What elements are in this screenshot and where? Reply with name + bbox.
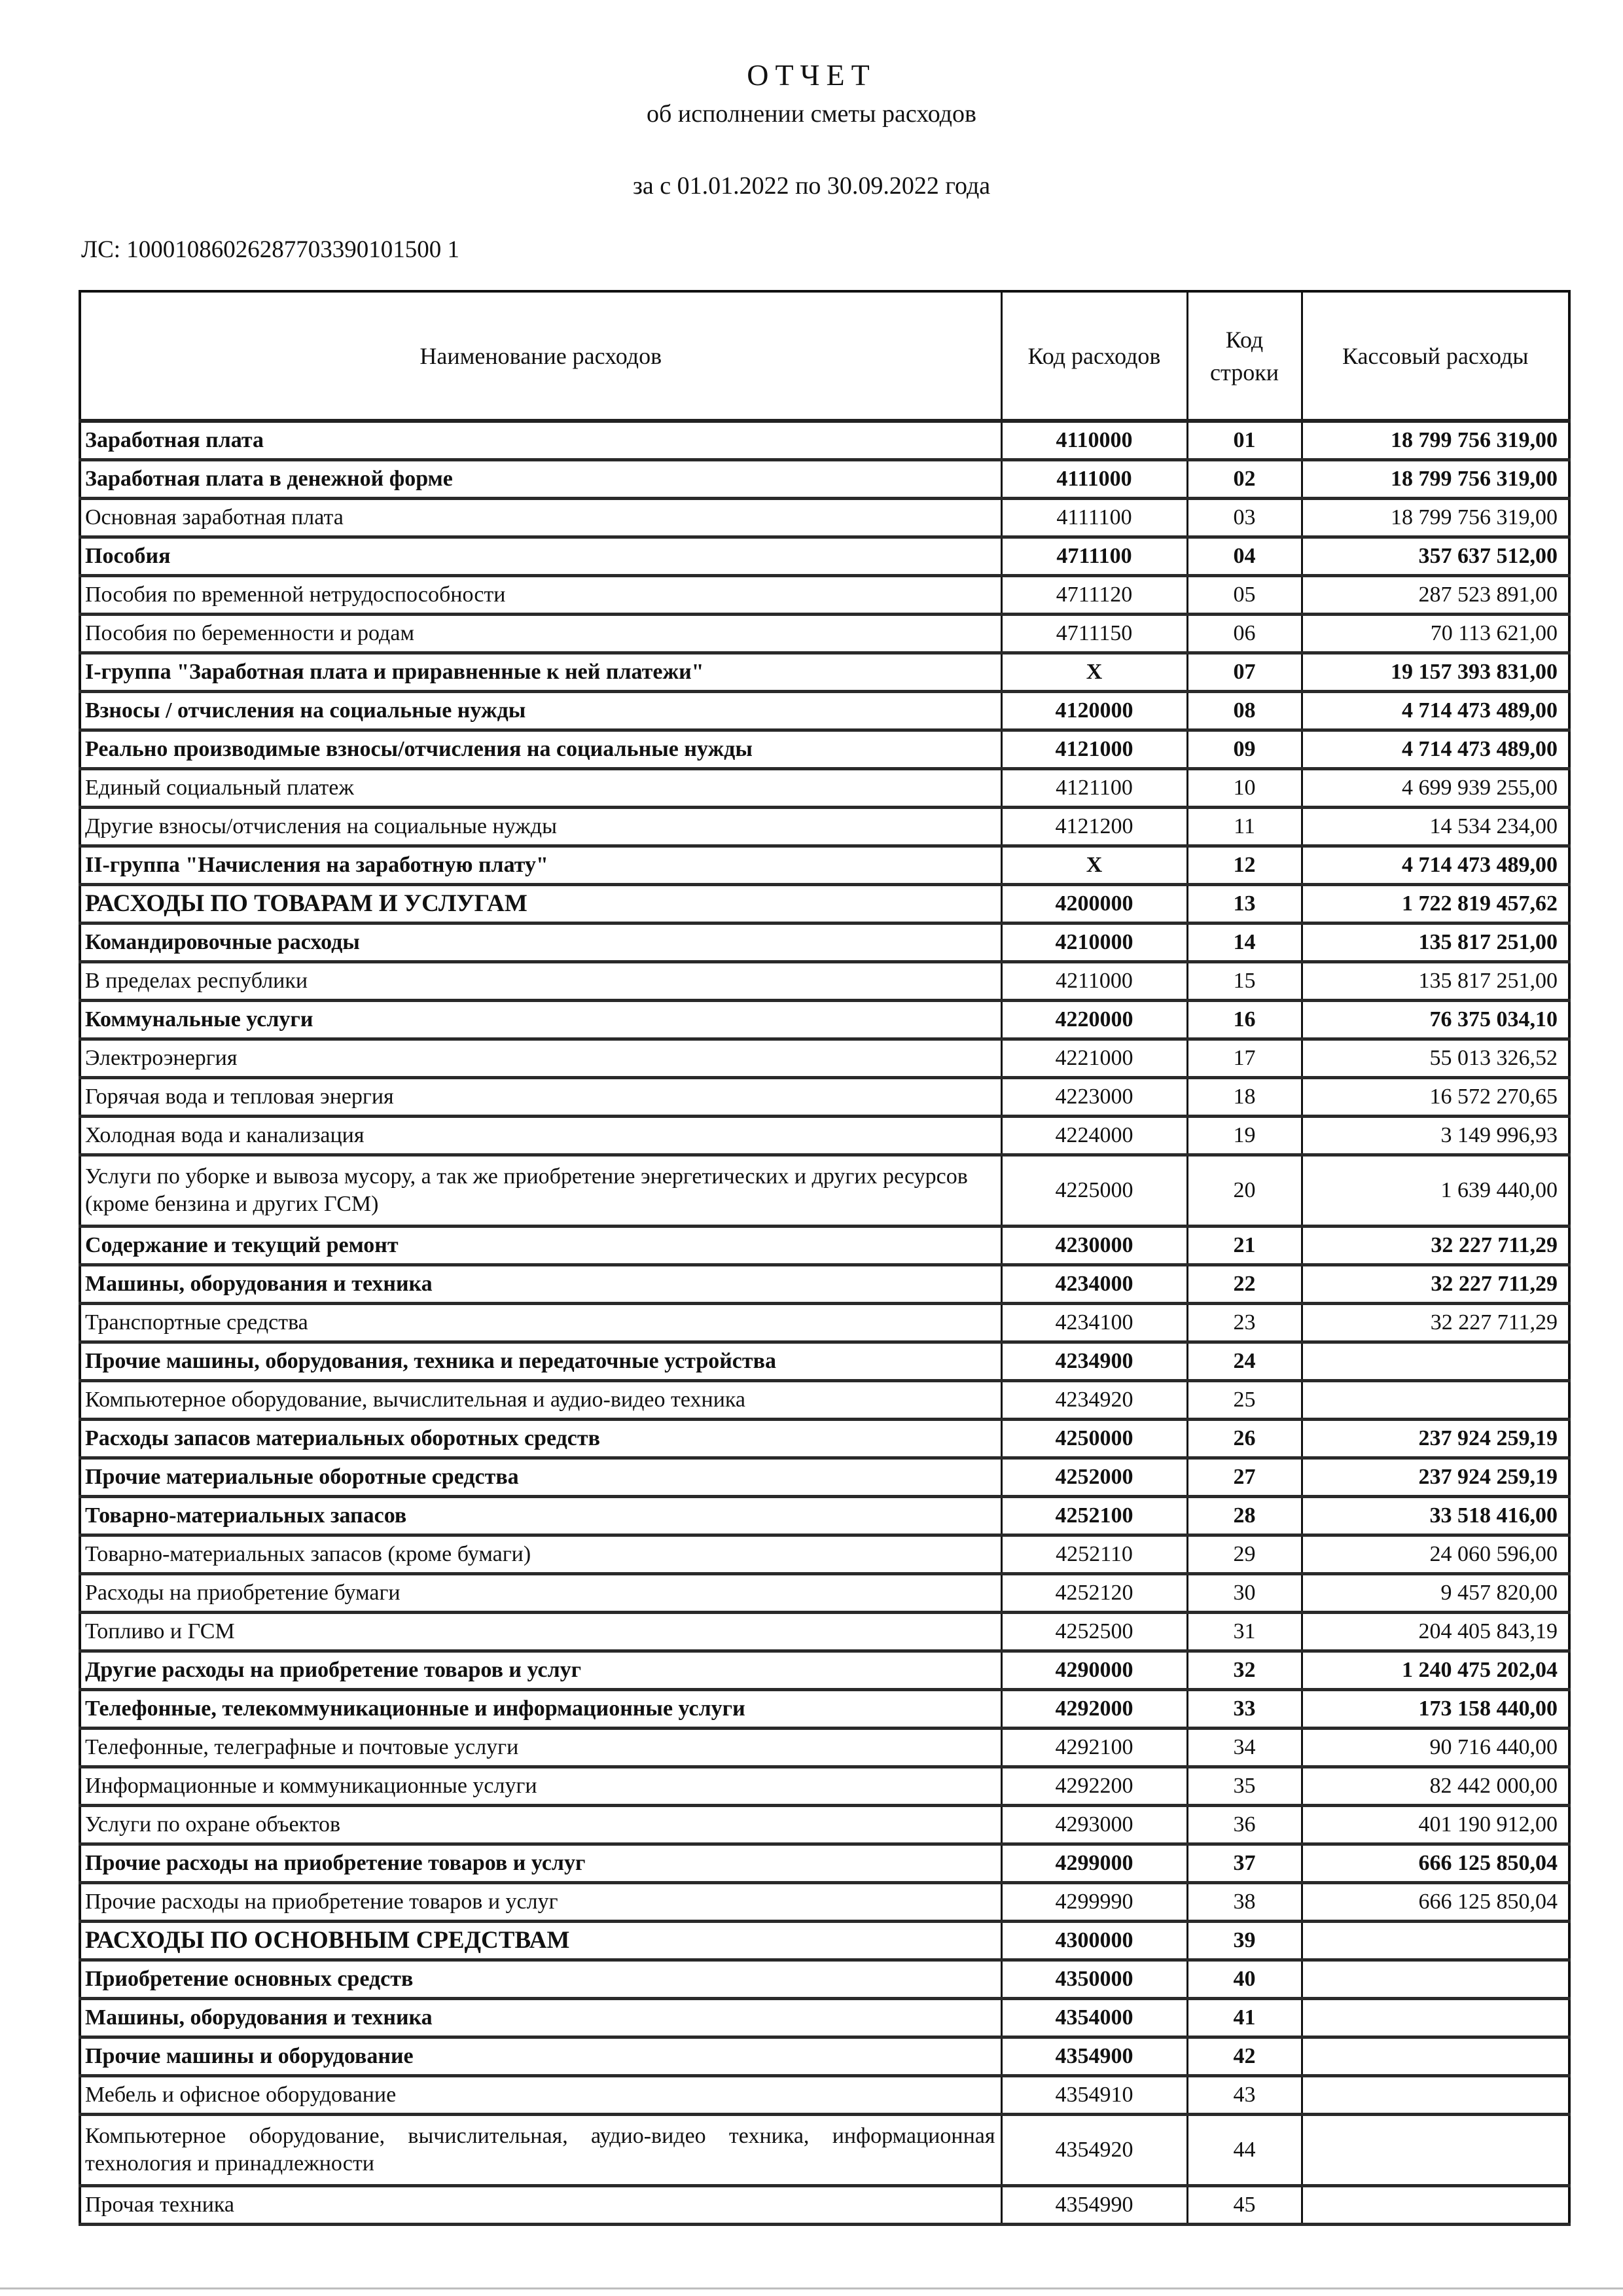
cash-expense-amount: 70 113 621,00 [1302, 615, 1569, 653]
line-code: 43 [1187, 2076, 1302, 2115]
expense-name: I-группа "Заработная плата и приравненные к ней платежи" [80, 653, 1001, 692]
line-code: 25 [1187, 1381, 1302, 1420]
expense-code: 4234900 [1001, 1342, 1187, 1381]
expense-name: Командировочные расходы [80, 924, 1001, 962]
expense-code: 4223000 [1001, 1078, 1187, 1117]
expense-code: 4354000 [1001, 1999, 1187, 2037]
table-row [80, 1342, 1569, 1381]
expense-code: 4211000 [1001, 962, 1187, 1001]
cash-expense-amount: 204 405 843,19 [1302, 1613, 1569, 1651]
line-code: 26 [1187, 1420, 1302, 1458]
report-period: за с 01.01.2022 по 30.09.2022 года [632, 172, 991, 200]
line-code: 01 [1187, 421, 1302, 460]
line-code: 17 [1187, 1039, 1302, 1078]
table-row [80, 537, 1569, 576]
cash-expense-amount: 4 714 473 489,00 [1302, 730, 1569, 769]
table-row [80, 962, 1569, 1001]
line-code: 35 [1187, 1767, 1302, 1806]
cash-expense-amount [1302, 1381, 1569, 1420]
expense-code: 4299000 [1001, 1844, 1187, 1883]
table-row [80, 1883, 1569, 1922]
cash-expense-amount: 24 060 596,00 [1302, 1535, 1569, 1574]
report-title: ОТЧЕТ [747, 58, 876, 92]
cash-expense-amount [1302, 1922, 1569, 1960]
expense-code: X [1001, 846, 1187, 885]
expense-code: 4354910 [1001, 2076, 1187, 2115]
cash-expense-amount: 32 227 711,29 [1302, 1304, 1569, 1342]
expense-code: 4252120 [1001, 1574, 1187, 1613]
cash-expense-amount: 32 227 711,29 [1302, 1265, 1569, 1304]
line-code: 10 [1187, 769, 1302, 808]
cash-expense-amount: 135 817 251,00 [1302, 962, 1569, 1001]
expense-name: Прочие машины и оборудование [80, 2037, 1001, 2076]
cash-expense-amount: 18 799 756 319,00 [1302, 460, 1569, 499]
table-row [80, 1381, 1569, 1420]
line-code: 08 [1187, 692, 1302, 730]
line-code: 36 [1187, 1806, 1302, 1844]
expense-code: 4252100 [1001, 1497, 1187, 1535]
column-header-amount: Кассовый расходы [1302, 291, 1569, 421]
expense-name: Расходы на приобретение бумаги [80, 1574, 1001, 1613]
table-row [80, 1690, 1569, 1729]
table-row [80, 1574, 1569, 1613]
cash-expense-amount: 3 149 996,93 [1302, 1117, 1569, 1155]
expense-code: 4299990 [1001, 1883, 1187, 1922]
expense-code: 4121000 [1001, 730, 1187, 769]
expense-name: II-группа "Начисления на заработную плату" [80, 846, 1001, 885]
cash-expense-amount [1302, 2076, 1569, 2115]
table-row [80, 1922, 1569, 1960]
expense-name: Телефонные, телеграфные и почтовые услуги [80, 1729, 1001, 1767]
table-row [80, 1265, 1569, 1304]
cash-expense-amount: 16 572 270,65 [1302, 1078, 1569, 1117]
line-code: 16 [1187, 1001, 1302, 1039]
expense-code: 4234920 [1001, 1381, 1187, 1420]
table-row [80, 1767, 1569, 1806]
cash-expense-amount: 237 924 259,19 [1302, 1458, 1569, 1497]
table-row [80, 808, 1569, 846]
table-row [80, 2115, 1569, 2186]
table-row [80, 1960, 1569, 1999]
expense-name: Пособия по временной нетрудоспособности [80, 576, 1001, 615]
line-code: 11 [1187, 808, 1302, 846]
expense-code: 4290000 [1001, 1651, 1187, 1690]
line-code: 33 [1187, 1690, 1302, 1729]
table-row [80, 1651, 1569, 1690]
column-header-line: Код строки [1187, 291, 1302, 421]
line-code: 15 [1187, 962, 1302, 1001]
cash-expense-amount: 287 523 891,00 [1302, 576, 1569, 615]
line-code: 39 [1187, 1922, 1302, 1960]
expense-name: Содержание и текущий ремонт [80, 1227, 1001, 1265]
expense-code: 4221000 [1001, 1039, 1187, 1078]
expense-name: Товарно-материальных запасов (кроме бумаги) [80, 1535, 1001, 1574]
expense-name: Единый социальный платеж [80, 769, 1001, 808]
table-row [80, 924, 1569, 962]
line-code: 21 [1187, 1227, 1302, 1265]
expense-name: Транспортные средства [80, 1304, 1001, 1342]
line-code: 13 [1187, 885, 1302, 924]
table-row [80, 1613, 1569, 1651]
line-code: 29 [1187, 1535, 1302, 1574]
line-code: 32 [1187, 1651, 1302, 1690]
table-row [80, 1155, 1569, 1227]
expense-name: Товарно-материальных запасов [80, 1497, 1001, 1535]
expense-name: Другие взносы/отчисления на социальные нужды [80, 808, 1001, 846]
expense-name: Машины, оборудования и техника [80, 1999, 1001, 2037]
cash-expense-amount [1302, 1960, 1569, 1999]
expense-name: Другие расходы на приобретение товаров и услуг [80, 1651, 1001, 1690]
expense-name: Телефонные, телекоммуникационные и информационные услуги [80, 1690, 1001, 1729]
table-row [80, 1535, 1569, 1574]
table-row [80, 653, 1569, 692]
column-header-code: Код расходов [1001, 291, 1187, 421]
expense-name: Машины, оборудования и техника [80, 1265, 1001, 1304]
expense-name: Заработная плата [80, 421, 1001, 460]
cash-expense-amount: 1 639 440,00 [1302, 1155, 1569, 1227]
table-row [80, 692, 1569, 730]
expense-name: Горячая вода и тепловая энергия [80, 1078, 1001, 1117]
expense-code: 4252000 [1001, 1458, 1187, 1497]
line-code: 44 [1187, 2115, 1302, 2186]
line-code: 20 [1187, 1155, 1302, 1227]
line-code: 27 [1187, 1458, 1302, 1497]
expense-name: Прочая техника [80, 2186, 1001, 2225]
expense-name: Пособия [80, 537, 1001, 576]
line-code: 38 [1187, 1883, 1302, 1922]
table-row [80, 499, 1569, 537]
expense-code: 4234100 [1001, 1304, 1187, 1342]
expense-name: Компьютерное оборудование, вычислительная, аудио-видео техника, информационная технология и принадлежности [80, 2115, 1001, 2186]
table-row [80, 1458, 1569, 1497]
expense-code: 4252110 [1001, 1535, 1187, 1574]
table-row [80, 615, 1569, 653]
expense-code: 4293000 [1001, 1806, 1187, 1844]
cash-expense-amount: 401 190 912,00 [1302, 1806, 1569, 1844]
expense-name: Топливо и ГСМ [80, 1613, 1001, 1651]
cash-expense-amount: 82 442 000,00 [1302, 1767, 1569, 1806]
line-code: 14 [1187, 924, 1302, 962]
column-header-name: Наименование расходов [80, 291, 1001, 421]
cash-expense-amount: 18 799 756 319,00 [1302, 499, 1569, 537]
line-code: 31 [1187, 1613, 1302, 1651]
table-row [80, 730, 1569, 769]
table-header-row [80, 291, 1569, 421]
expense-code: 4120000 [1001, 692, 1187, 730]
cash-expense-amount: 19 157 393 831,00 [1302, 653, 1569, 692]
expense-code: 4292200 [1001, 1767, 1187, 1806]
expense-name: Взносы / отчисления на социальные нужды [80, 692, 1001, 730]
expense-code: 4354990 [1001, 2186, 1187, 2225]
table-row [80, 1001, 1569, 1039]
line-code: 12 [1187, 846, 1302, 885]
cash-expense-amount: 237 924 259,19 [1302, 1420, 1569, 1458]
expense-name: Коммунальные услуги [80, 1001, 1001, 1039]
expense-name: РАСХОДЫ ПО ТОВАРАМ И УСЛУГАМ [80, 885, 1001, 924]
line-code: 40 [1187, 1960, 1302, 1999]
cash-expense-amount: 76 375 034,10 [1302, 1001, 1569, 1039]
table-row [80, 2076, 1569, 2115]
expense-name: Электроэнергия [80, 1039, 1001, 1078]
table-row [80, 1729, 1569, 1767]
expense-name: Прочие расходы на приобретение товаров и услуг [80, 1844, 1001, 1883]
line-code: 30 [1187, 1574, 1302, 1613]
table-row [80, 1806, 1569, 1844]
table-row [80, 460, 1569, 499]
account-number: ЛС: 10001086026287703390101500 1 [81, 236, 460, 263]
cash-expense-amount: 666 125 850,04 [1302, 1844, 1569, 1883]
cash-expense-amount: 4 699 939 255,00 [1302, 769, 1569, 808]
expense-code: 4711100 [1001, 537, 1187, 576]
cash-expense-amount: 4 714 473 489,00 [1302, 846, 1569, 885]
expense-name: Холодная вода и канализация [80, 1117, 1001, 1155]
expense-name: Прочие расходы на приобретение товаров и услуг [80, 1883, 1001, 1922]
expense-code: 4354920 [1001, 2115, 1187, 2186]
expense-report-table [79, 290, 1571, 2226]
expense-code: 4230000 [1001, 1227, 1187, 1265]
line-code: 42 [1187, 2037, 1302, 2076]
table-body [80, 421, 1569, 2225]
expense-code: 4111000 [1001, 460, 1187, 499]
cash-expense-amount [1302, 2037, 1569, 2076]
expense-code: 4210000 [1001, 924, 1187, 962]
cash-expense-amount: 4 714 473 489,00 [1302, 692, 1569, 730]
cash-expense-amount: 90 716 440,00 [1302, 1729, 1569, 1767]
expense-name: В пределах республики [80, 962, 1001, 1001]
expense-name: Приобретение основных средств [80, 1960, 1001, 1999]
cash-expense-amount: 9 457 820,00 [1302, 1574, 1569, 1613]
expense-code: 4350000 [1001, 1960, 1187, 1999]
expense-code: 4111100 [1001, 499, 1187, 537]
expense-name: Основная заработная плата [80, 499, 1001, 537]
cash-expense-amount: 1 722 819 457,62 [1302, 885, 1569, 924]
line-code: 05 [1187, 576, 1302, 615]
report-subtitle: об исполнении сметы расходов [647, 100, 976, 128]
cash-expense-amount [1302, 1342, 1569, 1381]
table-row [80, 576, 1569, 615]
table-row [80, 2186, 1569, 2225]
cash-expense-amount: 1 240 475 202,04 [1302, 1651, 1569, 1690]
cash-expense-amount: 18 799 756 319,00 [1302, 421, 1569, 460]
line-code: 22 [1187, 1265, 1302, 1304]
expense-name: Расходы запасов материальных оборотных средств [80, 1420, 1001, 1458]
line-code: 34 [1187, 1729, 1302, 1767]
table-row [80, 1039, 1569, 1078]
line-code: 45 [1187, 2186, 1302, 2225]
expense-code: 4711150 [1001, 615, 1187, 653]
cash-expense-amount [1302, 2115, 1569, 2186]
line-code: 02 [1187, 460, 1302, 499]
line-code: 18 [1187, 1078, 1302, 1117]
expense-code: 4110000 [1001, 421, 1187, 460]
expense-code: X [1001, 653, 1187, 692]
table-row [80, 2037, 1569, 2076]
cash-expense-amount: 55 013 326,52 [1302, 1039, 1569, 1078]
line-code: 07 [1187, 653, 1302, 692]
cash-expense-amount: 135 817 251,00 [1302, 924, 1569, 962]
table-row [80, 1078, 1569, 1117]
line-code: 41 [1187, 1999, 1302, 2037]
cash-expense-amount: 33 518 416,00 [1302, 1497, 1569, 1535]
expense-name: Пособия по беременности и родам [80, 615, 1001, 653]
line-code: 28 [1187, 1497, 1302, 1535]
cash-expense-amount: 173 158 440,00 [1302, 1690, 1569, 1729]
cash-expense-amount: 666 125 850,04 [1302, 1883, 1569, 1922]
expense-code: 4711120 [1001, 576, 1187, 615]
table-row [80, 885, 1569, 924]
table-row [80, 1420, 1569, 1458]
expense-code: 4220000 [1001, 1001, 1187, 1039]
cash-expense-amount [1302, 2186, 1569, 2225]
expense-code: 4292100 [1001, 1729, 1187, 1767]
expense-name: Прочие машины, оборудования, техника и передаточные устройства [80, 1342, 1001, 1381]
expense-code: 4292000 [1001, 1690, 1187, 1729]
expense-name: Компьютерное оборудование, вычислительная и аудио-видео техника [80, 1381, 1001, 1420]
cash-expense-amount: 357 637 512,00 [1302, 537, 1569, 576]
expense-code: 4354900 [1001, 2037, 1187, 2076]
expense-code: 4234000 [1001, 1265, 1187, 1304]
table-row [80, 1844, 1569, 1883]
expense-name: Информационные и коммуникационные услуги [80, 1767, 1001, 1806]
expense-code: 4224000 [1001, 1117, 1187, 1155]
expense-name: Реально производимые взносы/отчисления на социальные нужды [80, 730, 1001, 769]
table-row [80, 846, 1569, 885]
expense-name: Заработная плата в денежной форме [80, 460, 1001, 499]
expense-code: 4250000 [1001, 1420, 1187, 1458]
expense-name: Прочие материальные оборотные средства [80, 1458, 1001, 1497]
cash-expense-amount [1302, 1999, 1569, 2037]
page-bottom-rule [0, 2287, 1623, 2289]
expense-name: РАСХОДЫ ПО ОСНОВНЫМ СРЕДСТВАМ [80, 1922, 1001, 1960]
table-row [80, 1497, 1569, 1535]
expense-code: 4121100 [1001, 769, 1187, 808]
expense-name: Услуги по уборке и вывоза мусору, а так же приобретение энергетических и других ресурсов (кроме бензина и других ГСМ) [80, 1155, 1001, 1227]
line-code: 04 [1187, 537, 1302, 576]
table-row [80, 769, 1569, 808]
expense-code: 4121200 [1001, 808, 1187, 846]
cash-expense-amount: 14 534 234,00 [1302, 808, 1569, 846]
table-row [80, 1117, 1569, 1155]
line-code: 37 [1187, 1844, 1302, 1883]
cash-expense-amount: 32 227 711,29 [1302, 1227, 1569, 1265]
table-row [80, 1227, 1569, 1265]
expense-code: 4252500 [1001, 1613, 1187, 1651]
line-code: 24 [1187, 1342, 1302, 1381]
expense-name: Услуги по охране объектов [80, 1806, 1001, 1844]
line-code: 09 [1187, 730, 1302, 769]
line-code: 19 [1187, 1117, 1302, 1155]
expense-code: 4300000 [1001, 1922, 1187, 1960]
expense-name: Мебель и офисное оборудование [80, 2076, 1001, 2115]
line-code: 03 [1187, 499, 1302, 537]
expense-code: 4225000 [1001, 1155, 1187, 1227]
table-row [80, 1304, 1569, 1342]
expense-code: 4200000 [1001, 885, 1187, 924]
line-code: 06 [1187, 615, 1302, 653]
table-row [80, 421, 1569, 460]
line-code: 23 [1187, 1304, 1302, 1342]
table-row [80, 1999, 1569, 2037]
